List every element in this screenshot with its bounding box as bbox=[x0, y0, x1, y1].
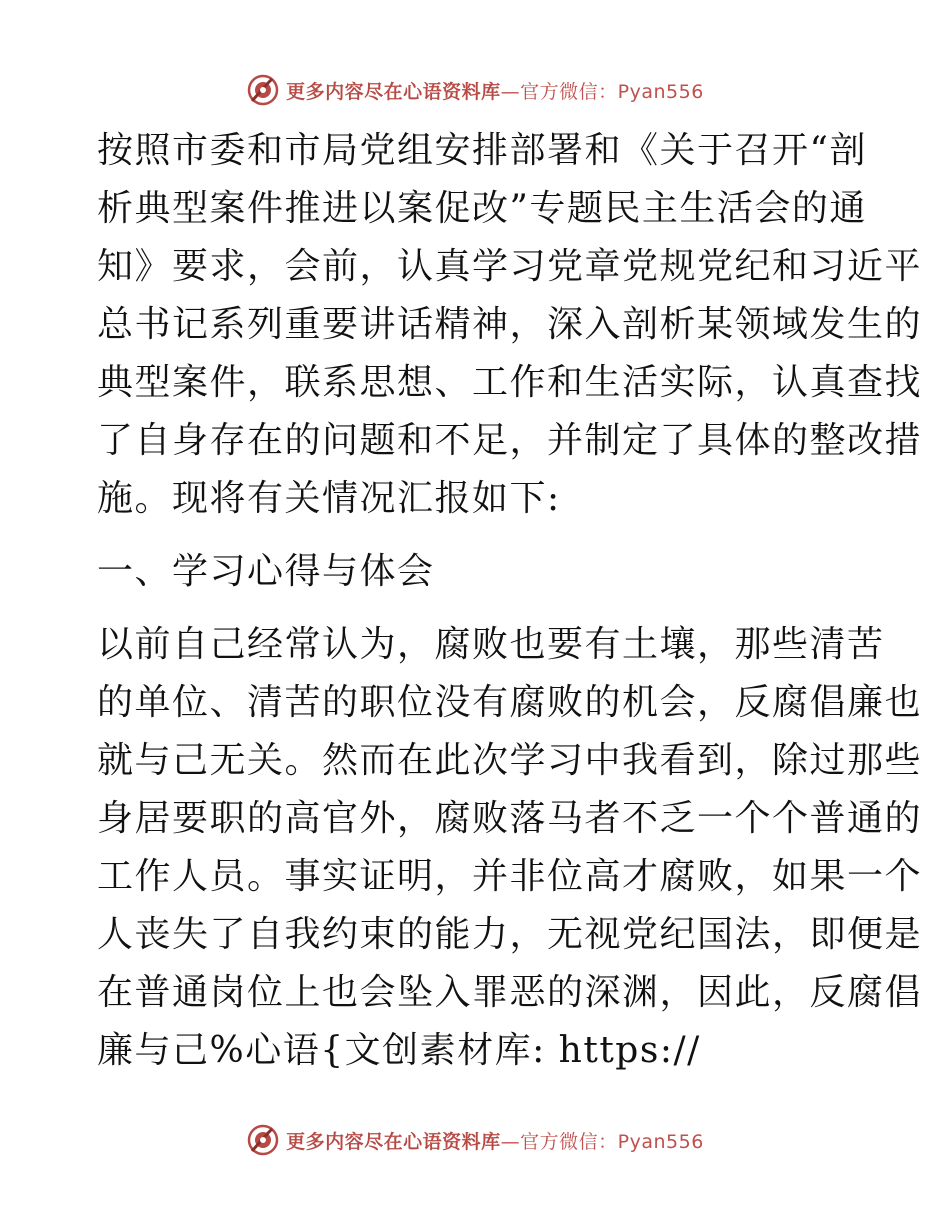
paragraph-intro bbox=[97, 122, 923, 528]
section-heading bbox=[97, 543, 857, 601]
text-line: 施。现将有关情况汇报如下: bbox=[97, 478, 561, 519]
banner-dash: — bbox=[500, 80, 521, 103]
banner-site: 更多内容尽在心语资料库 bbox=[286, 80, 501, 103]
text-line: 的单位、清苦的职位没有腐败的机会，反腐倡廉也 bbox=[97, 682, 923, 723]
text-line: 工作人员。事实证明，并非位高才腐败，如果一个 bbox=[97, 856, 923, 897]
text-line: 在普通岗位上也会坠入罪恶的深渊，因此，反腐倡 bbox=[97, 972, 923, 1013]
text-line: 按照市委和市局党组安排部署和《关于召开“剖 bbox=[97, 130, 867, 171]
banner-official: 官方微信：Pyan556 bbox=[520, 1130, 704, 1153]
banner-text bbox=[286, 1127, 704, 1154]
text-line: 典型案件，联系思想、工作和生活实际，认真查找 bbox=[97, 362, 923, 403]
text-line: 析典型案件推进以案促改”专题民主生活会的通 bbox=[97, 188, 867, 229]
text-line: 人丧失了自我约束的能力，无视党纪国法，即便是 bbox=[97, 914, 923, 955]
text-line: 以前自己经常认为，腐败也要有土壤，那些清苦 bbox=[97, 624, 885, 665]
quill-logo-icon bbox=[246, 73, 280, 107]
banner-official: 官方微信：Pyan556 bbox=[520, 80, 704, 103]
text-line: 廉与己%心语{文创素材库: https:// bbox=[97, 1030, 701, 1071]
heading-line: 一、学习心得与体会 bbox=[97, 551, 435, 592]
text-line: 身居要职的高官外，腐败落马者不乏一个个普通的 bbox=[97, 798, 923, 839]
banner-dash: — bbox=[500, 1130, 521, 1153]
paragraph-reflection bbox=[97, 616, 923, 1080]
footer-banner bbox=[0, 1120, 950, 1160]
document-body bbox=[97, 122, 923, 1080]
text-line: 了自身存在的问题和不足，并制定了具体的整改措 bbox=[97, 420, 923, 461]
header-banner bbox=[0, 70, 950, 110]
banner-site: 更多内容尽在心语资料库 bbox=[286, 1130, 501, 1153]
text-line: 就与己无关。然而在此次学习中我看到，除过那些 bbox=[97, 740, 923, 781]
text-line: 知》要求，会前，认真学习党章党规党纪和习近平 bbox=[97, 246, 923, 287]
banner-text bbox=[286, 77, 704, 104]
quill-logo-icon bbox=[246, 1123, 280, 1157]
text-line: 总书记系列重要讲话精神，深入剖析某领域发生的 bbox=[97, 304, 923, 345]
